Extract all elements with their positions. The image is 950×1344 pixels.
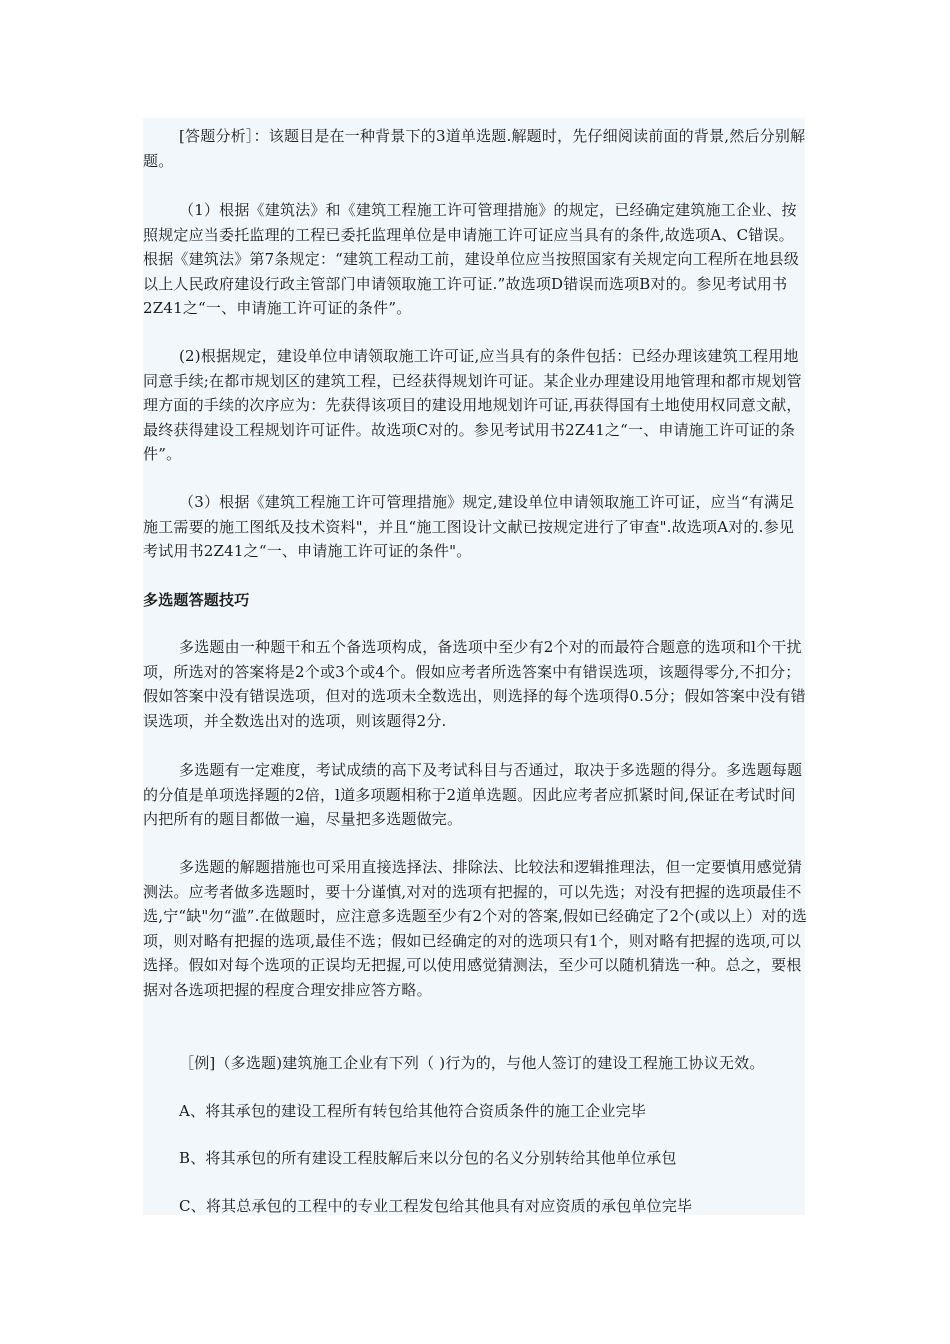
analysis-point-2: (2)根据规定，建设单位申请领取施工许可证,应当具有的条件包括：已经办理该建筑工程用地同意手续;在都市规划区的建筑工程，已经获得规划许可证。某企业办理建设用地管理和都市规划管理方面的手续的次序应为：先获得该项目的建设用地规划许可证,再获得国有土地使用权同意文献，最终获得建设工程规划许可证件。故选项C对的。参见考试用书2Z41之“一、申请施工许可证的条件”。 xyxy=(143,347,802,463)
multi-choice-method-paragraph: 多选题的解题措施也可采用直接选择法、排除法、比较法和逻辑推理法，但一定要慎用感觉猜测法。应考者做多选题时，要十分谨慎,对对的选项有把握的，可以先选；对没有把握的选项最佳不选,宁“缺"勿“滥”.在做题时，应注意多选题至少有2个对的答案,假如已经确定了2个(或以上）对的选项，则对略有把握的选项,最佳不选；假如已经确定的对的选项只有1个，则对略有把握的选项,可以选择。假如对每个选项的正误均无把握,可以使用感觉猜测法，至少可以随机猜选一种。总之，要根据对各选项把握的程度合理安排应答方略。 xyxy=(143,858,807,999)
multi-choice-intro-paragraph: 多选题由一种题干和五个备选项构成，备选项中至少有2个对的而最符合题意的选项和l个干扰项，所选对的答案将是2个或3个或4个。假如应考者所选答案中有错误选项，该题得零分,不扣分；假如答案中没有错误选项，但对的选项未全数选出，则选择的每个选项得0.5分；假如答案中没有错误选项，并全数选出对的选项，则该题得2分. xyxy=(143,638,806,730)
example-option-b: B、将其承包的所有建设工程肢解后来以分包的名义分别转给其他单位承包 xyxy=(179,1149,677,1167)
answer-analysis-paragraph: [答题分析］：该题目是在一种背景下的3道单选题.解题时，先仔细阅读前面的背景,然后分别解题。 xyxy=(143,127,806,170)
analysis-point-3: （3）根据《建筑工程施工许可管理措施》规定,建设单位申请领取施工许可证，应当“有满足施工需要的施工图纸及技术资料"，并且“施工图设计文献已按规定进行了审查".故选项A对的.参见考试用书2Z41之“一、申请施工许可证的条件"。 xyxy=(143,493,795,560)
example-option-c: C、将其总承包的工程中的专业工程发包给其他具有对应资质的承包单位完毕 xyxy=(179,1197,693,1215)
example-question: ［例]（多选题)建筑施工企业有下列（ )行为的，与他人签订的建设工程施工协议无效。 xyxy=(179,1054,765,1072)
section-heading: 多选题答题技巧 xyxy=(143,591,250,609)
analysis-point-1: （1）根据《建筑法》和《建筑工程施工许可管理措施》的规定，已经确定建筑施工企业、按照规定应当委托监理的工程已委托监理单位是申请施工许可证应当具有的条件,故选项A、C错误。根据《建筑法》第7条规定：“建筑工程动工前，建设单位应当按照国家有关规定向工程所在地县级以上人民政府建设行政主管部门申请领取施工许可证.”故选项D错误而选项B对的。参见考试用书2Z41之“一、申请施工许可证的条件”。 xyxy=(143,201,800,317)
multi-choice-difficulty-paragraph: 多选题有一定难度，考试成绩的高下及考试科目与否通过，取决于多选题的得分。多选题每题的分值是单项选择题的2倍，l道多项题相称于2道单选题。因此应考者应抓紧时间,保证在考试时间内把所有的题目都做一遍，尽量把多选题做完。 xyxy=(143,761,803,828)
example-option-a: A、将其承包的建设工程所有转包给其他符合资质条件的施工企业完毕 xyxy=(179,1102,647,1120)
